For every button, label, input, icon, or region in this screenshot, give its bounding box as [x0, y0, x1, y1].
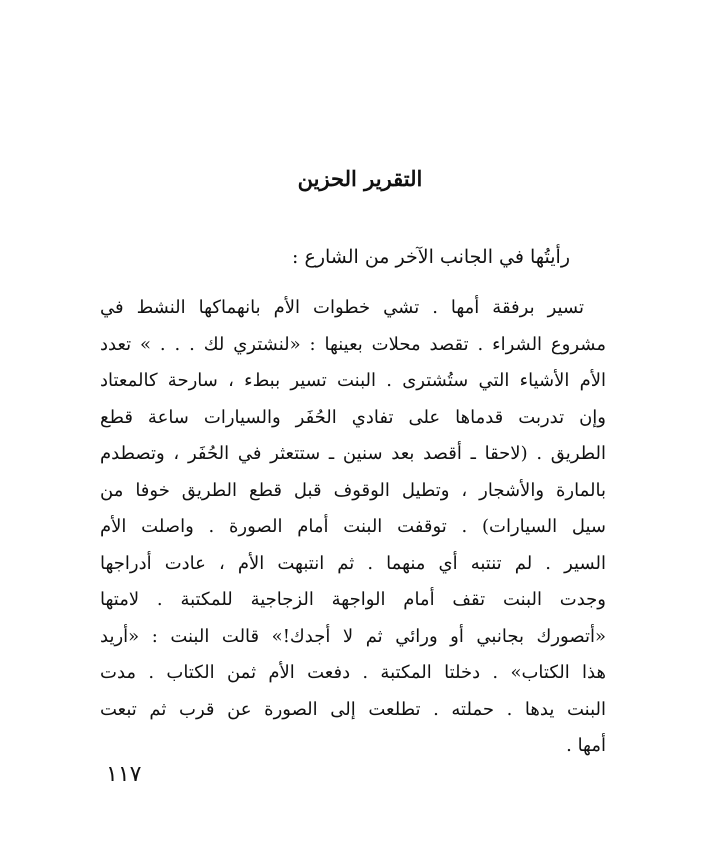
- text-line: أمها .: [566, 735, 606, 756]
- story-paragraph: [100, 290, 606, 765]
- intro-line: رأيتُها في الجانب الآخر من الشارع :: [292, 246, 570, 268]
- text-line: بالمارة والأشجار ، وتطيل الوقوف قبل قطع الطريق خوفا من: [100, 479, 606, 501]
- text-line: تسير برفقة أمها . تشي خطوات الأم بانهماكها النشط في: [100, 297, 584, 318]
- text-line: السير . لم تنتبه أي منهما . ثم انتبهت الأم ، عادت أدراجها: [100, 552, 606, 574]
- text-line: البنت يدها . حملته . تطلعت إلى الصورة عن قرب ثم تبعت: [100, 698, 606, 720]
- text-line: الأم الأشياء التي ستُشترى . البنت تسير ببطء ، سارحة كالمعتاد: [100, 370, 606, 391]
- text-line: «أتصورك بجانبي أو ورائي ثم لا أجدك!» قالت البنت : «أريد: [100, 625, 606, 647]
- text-line: سيل السيارات) . توقفت البنت أمام الصورة . واصلت الأم: [100, 516, 606, 537]
- text-line: مشروع الشراء . تقصد محلات بعينها : «لنشتري لك . . . » تعدد: [100, 333, 606, 355]
- page-number: ١١٧: [106, 762, 142, 787]
- text-line: الطريق . (لاحقا ـ أقصد بعد سنين ـ ستتعثر في الحُفَر ، وتصطدم: [100, 443, 606, 464]
- text-line: هذا الكتاب» . دخلتا المكتبة . دفعت الأم ثمن الكتاب . مدت: [100, 662, 606, 683]
- text-line: وجدت البنت تقف أمام الواجهة الزجاجية للمكتبة . لامتها: [100, 589, 606, 610]
- story-title: التقرير الحزين: [297, 166, 423, 191]
- text-line: وإن تدربت قدماها على تفادي الحُفَر والسيارات ساعة قطع: [100, 406, 606, 428]
